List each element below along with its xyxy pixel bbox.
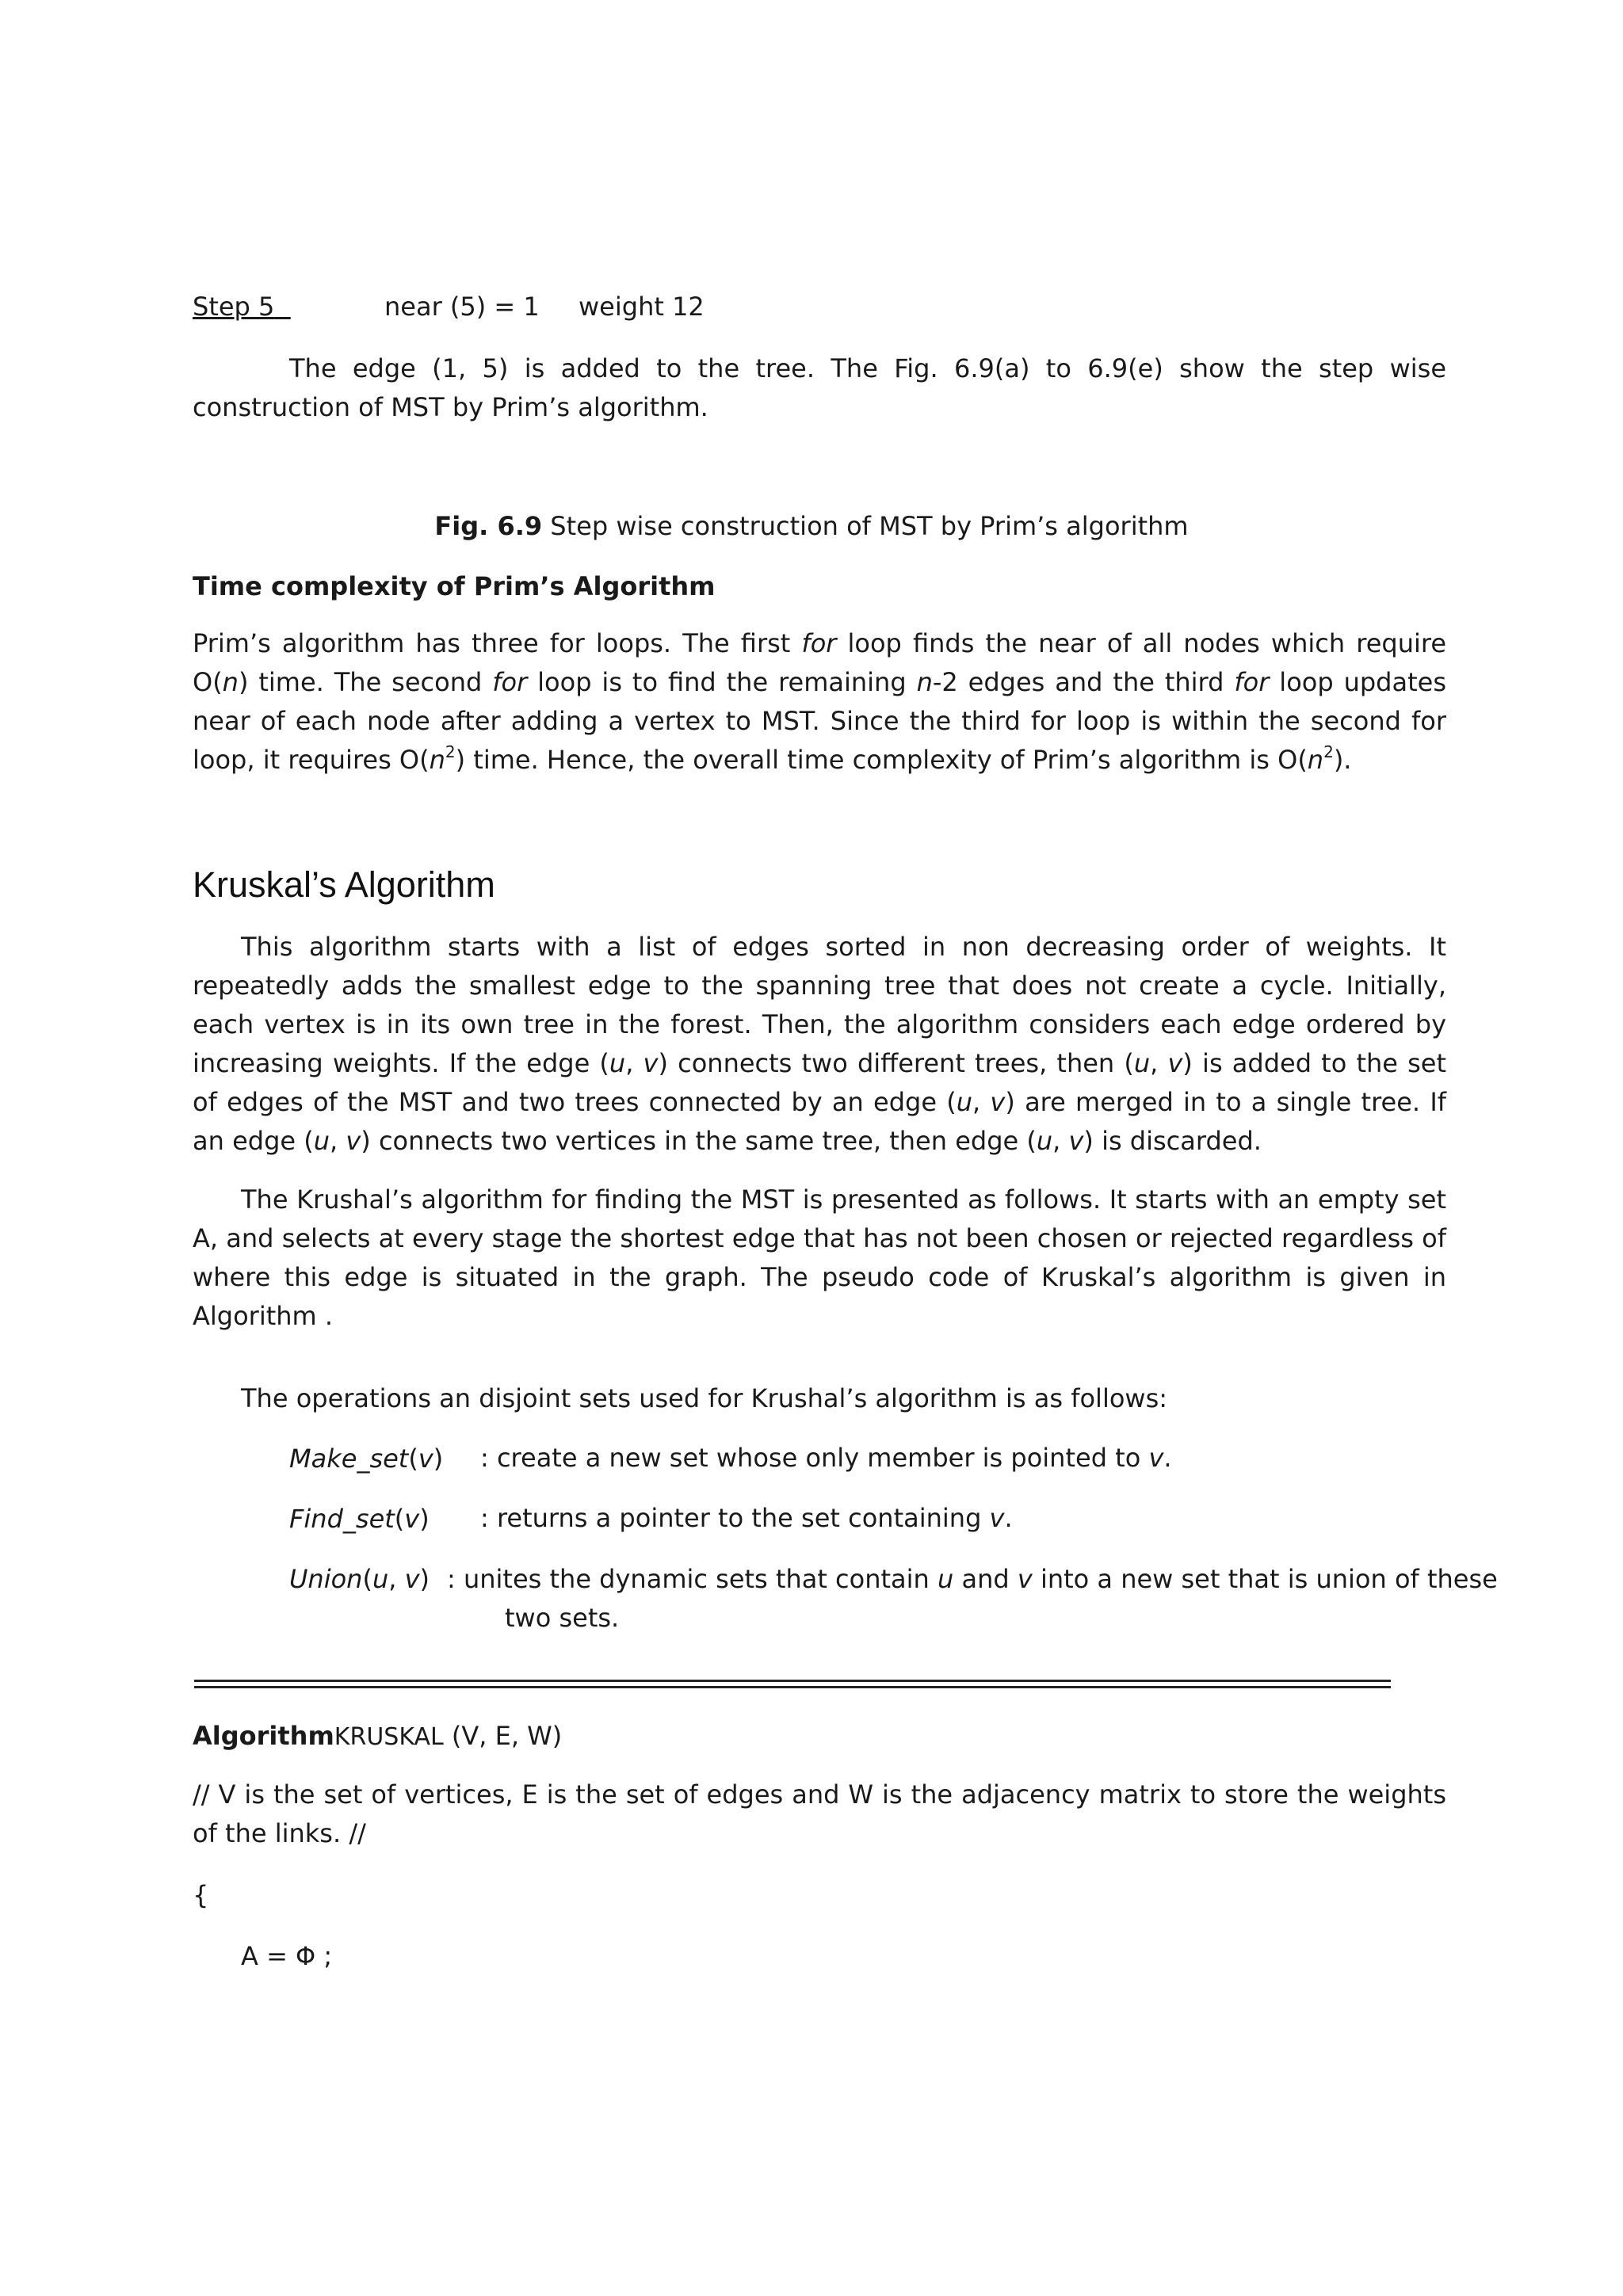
algorithm-line-1: A = Φ ; <box>241 1941 333 1971</box>
divider-line-bottom <box>194 1686 1391 1688</box>
time-complexity-heading: Time complexity of Prim’s Algorithm <box>193 571 716 601</box>
edge-paragraph: The edge (1, 5) is added to the tree. The Fig. 6.9(a) to 6.9(e) show the step wise construction of MST by Prim’s algorithm. <box>193 353 1446 422</box>
op-find-set-desc: : returns a pointer to the set containing v. <box>480 1503 1013 1533</box>
kruskal-paragraph-1: This algorithm starts with a list of edges sorted in non decreasing order of weights. It repeatedly adds the smallest edge to the spanning tree that does not create a cycle. Initially, each vertex is in its own tree in the forest. Then, the algorithm considers each edge ordered by increasing weights. If the edge (u, v) connects two different trees, then (u, v) is added to the set of edges of the MST and two trees connected by an edge (u, v) are merged in to a single tree. If an edge (u, v) connects two vertices in the same tree, then edge (u, v) is discarded. <box>193 932 1447 1156</box>
algorithm-name: KRUSKAL <box>334 1723 444 1751</box>
step5-row <box>193 291 291 322</box>
time-complexity-paragraph: Prim’s algorithm has three for loops. The first for loop finds the near of all nodes which require O(n) time. The second for loop is to find the remaining n-2 edges and the third for loop updates near of each node after adding a vertex to MST. Since the third for loop is within the second for loop, it requires $O(n^2)$ time. Hence, the overall time complexity of Prim’s algorithm is $O(n^2)$. <box>193 628 1447 775</box>
figure-caption <box>0 510 1623 542</box>
kruskal-paragraph-2: The Krushal’s algorithm for finding the MST is presented as follows. It starts with an empty set A, and selects at every stage the shortest edge that has not been chosen or rejected regardless of where this edge is situated in the graph. The pseudo code of Kruskal’s algorithm is given in Algorithm . <box>193 1184 1446 1331</box>
step5-label: Step 5 <box>193 292 275 322</box>
op-union-desc: : unites the dynamic sets that contain u and v into a new set that is union of these <box>447 1564 1498 1594</box>
algorithm-comment: // V is the set of vertices, E is the set of edges and W is the adjacency matrix to store the weights of the links. // <box>193 1779 1446 1848</box>
divider-line-top <box>194 1680 1391 1682</box>
op-union-desc-line2: two sets. <box>505 1603 620 1633</box>
algorithm-params: (V, E, W) <box>443 1721 563 1751</box>
op-make-set-desc: : create a new set whose only member is pointed to v. <box>480 1443 1172 1473</box>
ops-intro: The operations an disjoint sets used for Krushal’s algorithm is as follows: <box>241 1383 1168 1413</box>
algorithm-header <box>193 1720 562 1753</box>
step5-weight: weight 12 <box>579 292 705 322</box>
figure-caption-label: Fig. 6.9 <box>434 511 543 541</box>
op-union-term: Union(u, v) <box>289 1564 430 1594</box>
op-make-set-term: Make_set(v) <box>289 1444 444 1474</box>
algorithm-label: Algorithm <box>193 1721 334 1751</box>
step5-near: near (5) = 1 <box>384 292 540 322</box>
figure-caption-text: Step wise construction of MST by Prim’s algorithm <box>542 511 1189 541</box>
algorithm-open-brace: { <box>193 1880 209 1910</box>
kruskal-heading: Kruskal’s Algorithm <box>193 864 495 905</box>
op-find-set-term: Find_set(v) <box>289 1504 430 1534</box>
